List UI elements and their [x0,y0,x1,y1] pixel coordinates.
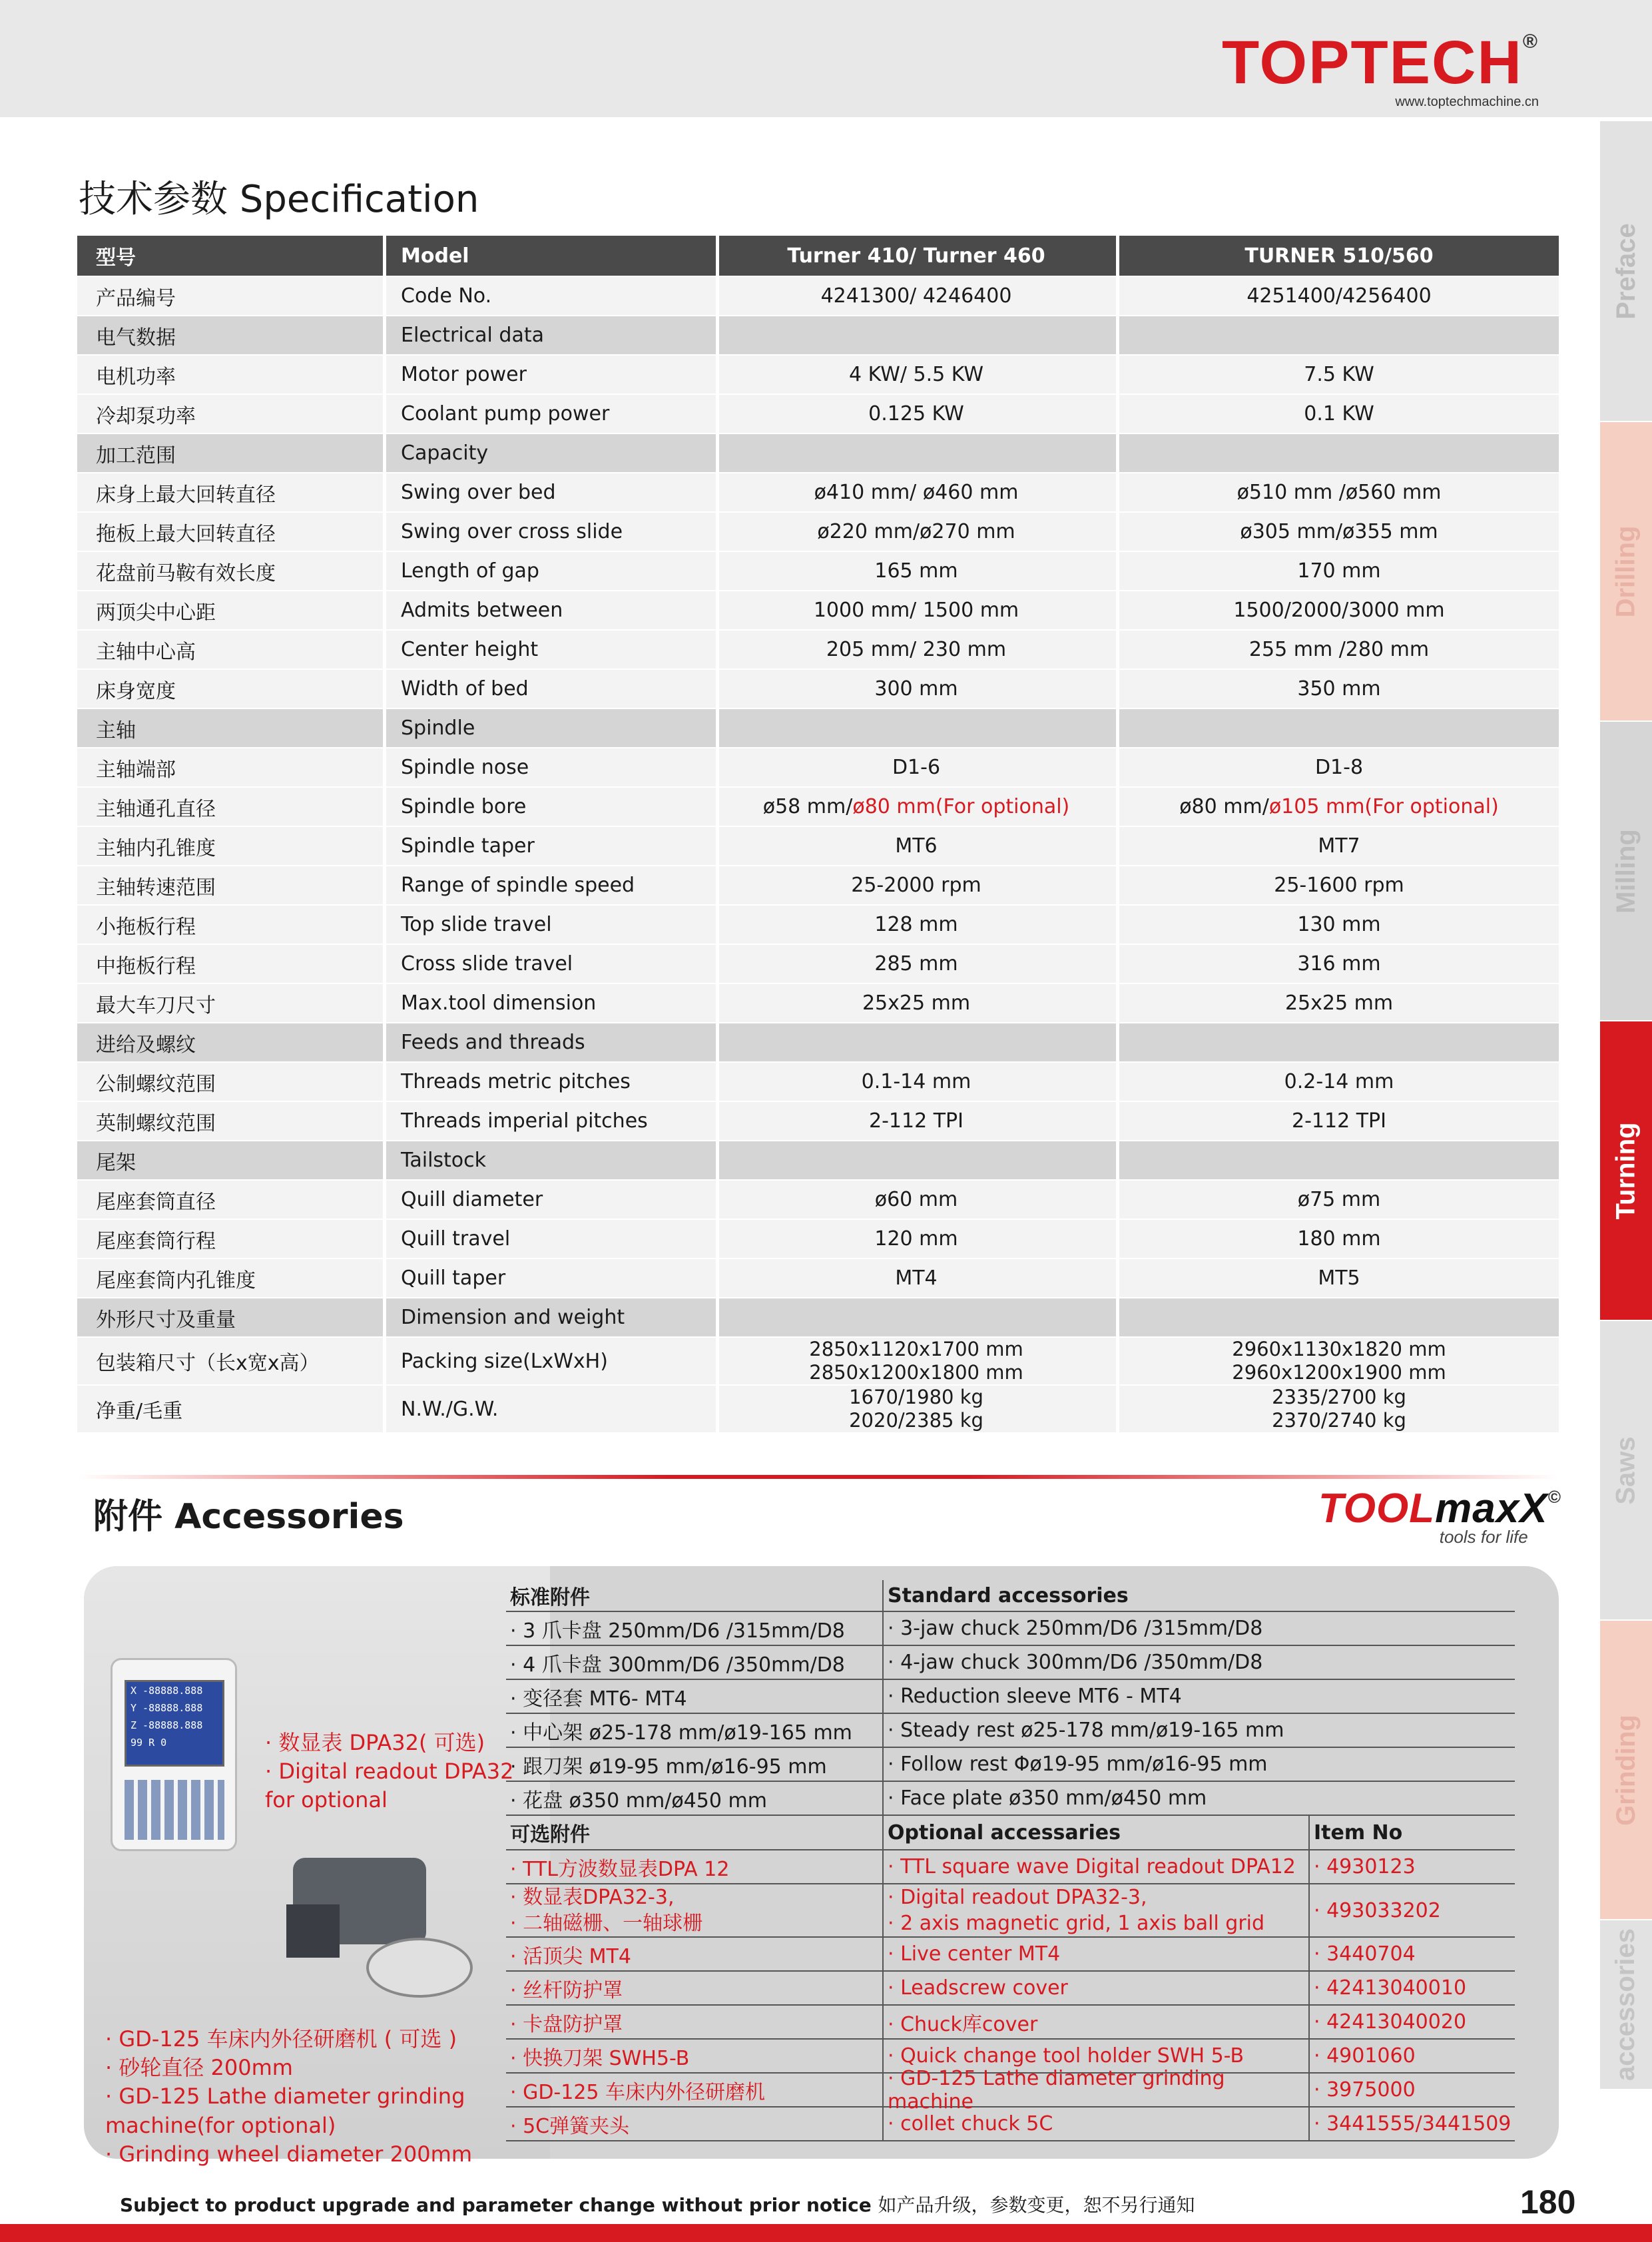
spec-row [77,748,1559,788]
spec-label-cn: 尾座套筒行程 [96,1229,216,1253]
optional-item-en: · Live center MT4 [882,1938,1308,1970]
tab-grinding[interactable] [1600,1621,1652,1919]
value-line: 2020/2385 kg [849,1409,983,1432]
dro-screen: X -88888.888 Y -88888.888 Z -88888.888 99 R 0 [125,1680,224,1767]
optional-item-no: · 42413040020 [1308,2006,1515,2038]
optional-item-en: · Leadscrew cover [882,1972,1308,2004]
spec-value-model-2 [1116,1386,1559,1432]
spec-value-model-2: MT5 [1116,1259,1559,1297]
section-divider [77,1475,1559,1479]
accessory-row [506,1680,1515,1714]
optional-header-en: Optional accessaries [882,1816,1308,1849]
spec-value-model-2: 255 mm /280 mm [1116,631,1559,669]
accessories-table [506,1580,1515,2141]
spec-row [77,984,1559,1023]
tab-drilling[interactable] [1600,422,1652,720]
spec-value-model-2: MT7 [1116,827,1559,865]
spec-label-en: Threads imperial pitches [383,1102,713,1140]
optional-item-no: · 3441555/3441509 [1308,2107,1515,2140]
spec-label-cn: 拖板上最大回转直径 [96,522,276,546]
page-number: 180 [1520,2183,1576,2221]
spec-value-model-1: ø220 mm/ø270 mm [716,513,1113,551]
spec-header-row [77,236,1559,277]
spec-value-model-2: 170 mm [1116,552,1559,590]
spec-label-cn: 床身上最大回转直径 [96,483,276,507]
accessory-header-row [506,1816,1515,1850]
spec-label-cn: 主轴通孔直径 [96,797,216,821]
spec-label-en: Spindle taper [383,827,713,865]
spec-label-cn: 公制螺纹范围 [96,1072,216,1096]
optional-item-no: · 493033202 [1308,1884,1515,1936]
spec-row [77,827,1559,866]
spec-value-model-1: 25-2000 rpm [716,866,1113,904]
accessory-row [506,1972,1515,2006]
spec-value-model-1 [716,709,1113,747]
spec-label-en: Spindle bore [383,788,713,826]
spec-value-model-1 [716,1338,1113,1384]
spec-label-cn: 主轴内孔锥度 [96,836,216,860]
spec-label-en: Quill taper [383,1259,713,1297]
optional-item-en: · TTL square wave Digital readout DPA12 [882,1850,1308,1883]
spec-row [77,1220,1559,1259]
optional-item-cn [506,1884,876,1936]
spec-label-cn: 两顶尖中心距 [96,601,216,625]
header-model-2: TURNER 510/560 [1116,236,1559,276]
spec-row [77,670,1559,709]
optional-item-cn: · 活顶尖 MT4 [510,1944,631,1968]
optional-item-cn: · 卡盘防护罩 [510,2012,623,2036]
spec-label-en: Threads metric pitches [383,1063,713,1101]
spec-label-cn: 最大车刀尺寸 [96,993,216,1017]
spec-label-cn: 进给及螺纹 [96,1033,196,1057]
spec-value-model-1: 300 mm [716,670,1113,708]
spec-row [77,866,1559,906]
value-optional: ø80 mm(For optional) [852,795,1070,818]
optional-header-cn: 可选附件 [510,1823,590,1846]
dro-note: · 数显表 DPA32( 可选) · Digital readout DPA32 for optional [265,1730,514,1813]
spec-row [77,473,1559,513]
spec-label-cn: 尾座套筒内孔锥度 [96,1268,256,1292]
toolmaxx-logo [1318,1488,1561,1547]
brand-name: TOPTECH [1221,29,1523,97]
tab-label: Milling [1611,828,1641,914]
footer-notice [120,2191,1195,2217]
spec-value-model-2: 350 mm [1116,670,1559,708]
spec-label-en: Spindle nose [383,748,713,786]
toolmaxx-logo-mx: maxX [1435,1486,1548,1532]
tab-label: Grinding [1611,1714,1641,1826]
spec-label-cn: 加工范围 [96,443,176,467]
tab-preface[interactable] [1600,121,1652,421]
value-standard: ø58 mm/ [762,795,853,818]
header-cn: 型号 [96,246,136,270]
tab-saws[interactable] [1600,1321,1652,1619]
spec-label-en: Top slide travel [383,906,713,944]
spec-category-row [77,316,1559,356]
spec-value-model-2 [1116,1023,1559,1061]
spec-category-row [77,1023,1559,1063]
spec-value-model-1 [716,1023,1113,1061]
tab-label: Turning [1611,1122,1641,1219]
standard-item-cn: · 花盘 ø350 mm/ø450 mm [510,1789,767,1813]
spec-label-cn: 尾座套筒直径 [96,1190,216,1214]
brand-url: www.toptechmachine.cn [1395,95,1539,109]
spec-value-model-1 [716,316,1113,354]
value-line: 2850x1120x1700 mm [809,1338,1023,1361]
standard-item-en: · Follow rest Φø19-95 mm/ø16-95 mm [882,1748,1308,1781]
spec-value-model-1: 120 mm [716,1220,1113,1258]
optional-item-cn: · 丝杆防护罩 [510,1978,623,2002]
spec-value-model-1: 285 mm [716,945,1113,983]
spec-row [77,1338,1559,1386]
spec-row [77,395,1559,434]
optional-item-cn: · 快换刀架 SWH5-B [510,2046,690,2070]
toolmaxx-logo-mark: © [1547,1487,1561,1507]
spec-label-cn: 产品编号 [96,286,176,310]
spec-label-cn: 主轴中心高 [96,640,196,664]
spec-label-en: Motor power [383,356,713,394]
spec-value-model-2 [1116,788,1559,826]
spec-row [77,552,1559,591]
grinder-image [280,1844,479,2004]
spec-row [77,356,1559,395]
spec-value-model-2: ø75 mm [1116,1181,1559,1219]
spec-value-model-2: 0.2-14 mm [1116,1063,1559,1101]
header-en: Model [383,236,713,276]
spec-label-cn: 主轴 [96,718,136,742]
line: · Digital readout DPA32-3, [888,1886,1147,1909]
spec-row [77,1259,1559,1298]
spec-category-row [77,1298,1559,1338]
optional-item-no: · 3440704 [1308,1938,1515,1970]
accessory-header-row [506,1580,1515,1612]
spec-value-model-1 [716,788,1113,826]
standard-item-cn: · 跟刀架 ø19-95 mm/ø16-95 mm [510,1755,827,1779]
spec-value-model-2: 180 mm [1116,1220,1559,1258]
spec-label-cn: 中拖板行程 [96,954,196,978]
spec-label-en: Max.tool dimension [383,984,713,1022]
spec-label-en: Width of bed [383,670,713,708]
value-line: 2960x1200x1900 mm [1232,1361,1446,1384]
spec-label-cn: 床身宽度 [96,679,176,703]
spec-label-en: Swing over cross slide [383,513,713,551]
optional-item-no: · 4930123 [1308,1850,1515,1883]
spec-value-model-2: 7.5 KW [1116,356,1559,394]
line: · 2 axis magnetic grid, 1 axis ball grid [888,1912,1265,1935]
accessory-row [506,1748,1515,1782]
spec-value-model-1: 1000 mm/ 1500 mm [716,591,1113,629]
accessory-row [506,1938,1515,1972]
spec-value-model-2 [1116,1141,1559,1179]
optional-item-cn: · GD-125 车床内外径研磨机 [510,2080,766,2104]
spec-value-model-2: D1-8 [1116,748,1559,786]
spec-category-row [77,709,1559,748]
optional-item-no: · 42413040010 [1308,1972,1515,2004]
standard-item-en: · 3-jaw chuck 250mm/D6 /315mm/D8 [882,1612,1308,1645]
spec-value-model-1: 205 mm/ 230 mm [716,631,1113,669]
standard-header-cn: 标准附件 [510,1586,590,1609]
spec-label-en: Capacity [383,434,713,472]
spec-value-model-1: ø410 mm/ ø460 mm [716,473,1113,511]
spec-value-model-1: 0.125 KW [716,395,1113,433]
spec-label-cn: 小拖板行程 [96,915,196,939]
spec-category-row [77,434,1559,473]
spec-label-cn: 电机功率 [96,365,176,389]
line: · 数显表DPA32-3, [510,1886,675,1909]
spec-value-model-1: 128 mm [716,906,1113,944]
spec-value-model-2: 25-1600 rpm [1116,866,1559,904]
standard-item-cn: · 3 爪卡盘 250mm/D6 /315mm/D8 [510,1619,845,1643]
accessory-row [506,1714,1515,1748]
tab-label: Saws [1611,1436,1641,1505]
accessory-row [506,1646,1515,1680]
spec-value-model-1: 25x25 mm [716,984,1113,1022]
grinder-note: · GD-125 车床内外径研磨机 ( 可选 ) · 砂轮直径 200mm · GD-125 Lathe diameter grinding machine(for optional) · Grinding wheel diameter 200mm [105,2026,472,2167]
spec-label-cn: 英制螺纹范围 [96,1111,216,1135]
spec-value-model-1: 4 KW/ 5.5 KW [716,356,1113,394]
spec-value-model-2: 0.1 KW [1116,395,1559,433]
standard-header-en: Standard accessories [882,1580,1308,1611]
spec-value-model-2: 1500/2000/3000 mm [1116,591,1559,629]
digital-readout-image [111,1658,237,1851]
spec-row [77,591,1559,631]
spec-label-en: Swing over bed [383,473,713,511]
spec-value-model-2 [1116,434,1559,472]
tab-accessories[interactable] [1600,1920,1652,2089]
optional-item-no: · 3975000 [1308,2074,1515,2106]
optional-item-no: · 4901060 [1308,2040,1515,2072]
spec-label-en: Center height [383,631,713,669]
footer-notice-en: Subject to product upgrade and parameter change without prior notice [120,2194,872,2216]
toolmaxx-logo-main: TOOL [1318,1486,1436,1532]
optional-item-en: · Quick change tool holder SWH 5-B [882,2040,1308,2072]
spec-label-en: Spindle [383,709,713,747]
spec-row [77,277,1559,316]
spec-row [77,631,1559,670]
spec-value-model-1: MT4 [716,1259,1113,1297]
spec-value-model-2: 2-112 TPI [1116,1102,1559,1140]
spec-label-en: Dimension and weight [383,1298,713,1336]
value-line: 2335/2700 kg [1272,1386,1406,1409]
dro-keypad [125,1780,224,1840]
standard-item-cn: · 中心架 ø25-178 mm/ø19-165 mm [510,1721,852,1745]
spec-value-model-2: 4251400/4256400 [1116,277,1559,315]
spec-value-model-2 [1116,709,1559,747]
spec-label-en: Tailstock [383,1141,713,1179]
spec-label-en: Admits between [383,591,713,629]
accessory-row [506,2006,1515,2040]
spec-row [77,1386,1559,1434]
spec-label-cn: 净重/毛重 [96,1400,183,1423]
optional-header-item: Item No [1308,1816,1515,1849]
header-model-1: Turner 410/ Turner 460 [716,236,1113,276]
spec-category-row [77,1141,1559,1181]
brand-logo [1221,29,1539,110]
toolmaxx-tagline: tools for life [1439,1527,1528,1547]
spec-label-en: Quill travel [383,1220,713,1258]
spec-label-cn: 电气数据 [96,326,176,350]
footer-notice-cn: 如产品升级，参数变更，恕不另行通知 [878,2194,1195,2216]
spec-title: 技术参数 Specification [79,178,479,221]
spec-value-model-1: MT6 [716,827,1113,865]
spec-row [77,1102,1559,1141]
accessories-title: 附件 Accessories [93,1497,404,1537]
spec-value-model-2 [1116,316,1559,354]
spec-value-model-1 [716,1386,1113,1432]
optional-item-en: · GD-125 Lathe diameter grinding machine [882,2074,1308,2106]
accessory-row [506,1612,1515,1646]
value-standard: ø80 mm/ [1179,795,1269,818]
spec-label-en: Coolant pump power [383,395,713,433]
spec-label-en: Code No. [383,277,713,315]
spec-value-model-1 [716,1298,1113,1336]
tab-label: accessories [1611,1928,1641,2082]
spec-value-model-1 [716,434,1113,472]
brand-registered-mark: ® [1522,31,1539,53]
accessory-row [506,2066,1515,2113]
spec-label-en: Range of spindle speed [383,866,713,904]
spec-label-en: N.W./G.W. [383,1386,713,1432]
standard-item-cn: · 4 爪卡盘 300mm/D6 /350mm/D8 [510,1653,845,1677]
spec-label-en: Electrical data [383,316,713,354]
standard-item-en: · 4-jaw chuck 300mm/D6 /350mm/D8 [882,1646,1308,1679]
accessory-row [506,1850,1515,1884]
spec-value-model-1: D1-6 [716,748,1113,786]
spec-value-model-2: ø305 mm/ø355 mm [1116,513,1559,551]
optional-item-cn: · TTL方波数显表DPA 12 [510,1857,730,1881]
value-optional: ø105 mm(For optional) [1268,795,1499,818]
spec-row [77,788,1559,827]
spec-value-model-1: 0.1-14 mm [716,1063,1113,1101]
spec-label-en: Cross slide travel [383,945,713,983]
spec-value-model-1: 2-112 TPI [716,1102,1113,1140]
spec-value-model-2 [1116,1338,1559,1384]
spec-label-en: Packing size(LxWxH) [383,1338,713,1384]
spec-value-model-2 [1116,1298,1559,1336]
standard-item-en: · Steady rest ø25-178 mm/ø19-165 mm [882,1714,1308,1747]
spec-value-model-1: 165 mm [716,552,1113,590]
spec-label-cn: 外形尺寸及重量 [96,1308,236,1332]
footer-bar [0,2224,1652,2242]
spec-value-model-2: 130 mm [1116,906,1559,944]
spec-label-cn: 花盘前马鞍有效长度 [96,561,276,585]
side-category-tabs [1600,121,1652,2089]
line: · 二轴磁栅、一轴球栅 [510,1912,703,1935]
standard-item-cn: · 变径套 MT6- MT4 [510,1687,687,1711]
spec-row [77,1181,1559,1220]
tab-milling[interactable] [1600,722,1652,1020]
accessory-row [506,1782,1515,1816]
spec-label-cn: 尾架 [96,1151,136,1175]
spec-value-model-1 [716,1141,1113,1179]
spec-table [77,236,1559,1434]
optional-item-en: · Chuck库cover [882,2006,1308,2038]
spec-value-model-2: ø510 mm /ø560 mm [1116,473,1559,511]
spec-value-model-2: 25x25 mm [1116,984,1559,1022]
tab-label: Drilling [1611,525,1641,617]
spec-label-en: Feeds and threads [383,1023,713,1061]
standard-item-en: · Face plate ø350 mm/ø450 mm [882,1782,1308,1815]
value-line: 1670/1980 kg [849,1386,983,1409]
spec-row [77,1063,1559,1102]
spec-row [77,513,1559,552]
spec-label-cn: 主轴端部 [96,758,176,782]
spec-label-cn: 冷却泵功率 [96,404,196,428]
accessory-row [506,1884,1515,1938]
value-line: 2370/2740 kg [1272,1409,1406,1432]
accessory-row [506,2107,1515,2141]
spec-label-en: Length of gap [383,552,713,590]
spec-label-cn: 主轴转速范围 [96,876,216,900]
spec-value-model-2: 316 mm [1116,945,1559,983]
spec-value-model-1: 4241300/ 4246400 [716,277,1113,315]
tab-turning[interactable] [1600,1021,1652,1320]
standard-item-en: · Reduction sleeve MT6 - MT4 [882,1680,1308,1713]
spec-value-model-1: ø60 mm [716,1181,1113,1219]
optional-item-en [882,1884,1308,1936]
optional-item-cn: · 5C弹簧夹头 [510,2114,630,2138]
spec-label-cn: 包装箱尺寸（长x宽x高） [96,1352,320,1375]
value-line: 2850x1200x1800 mm [809,1361,1023,1384]
spec-row [77,906,1559,945]
value-line: 2960x1130x1820 mm [1232,1338,1446,1361]
spec-row [77,945,1559,984]
spec-label-en: Quill diameter [383,1181,713,1219]
tab-label: Preface [1611,222,1641,320]
optional-item-en: · collet chuck 5C [882,2107,1308,2140]
